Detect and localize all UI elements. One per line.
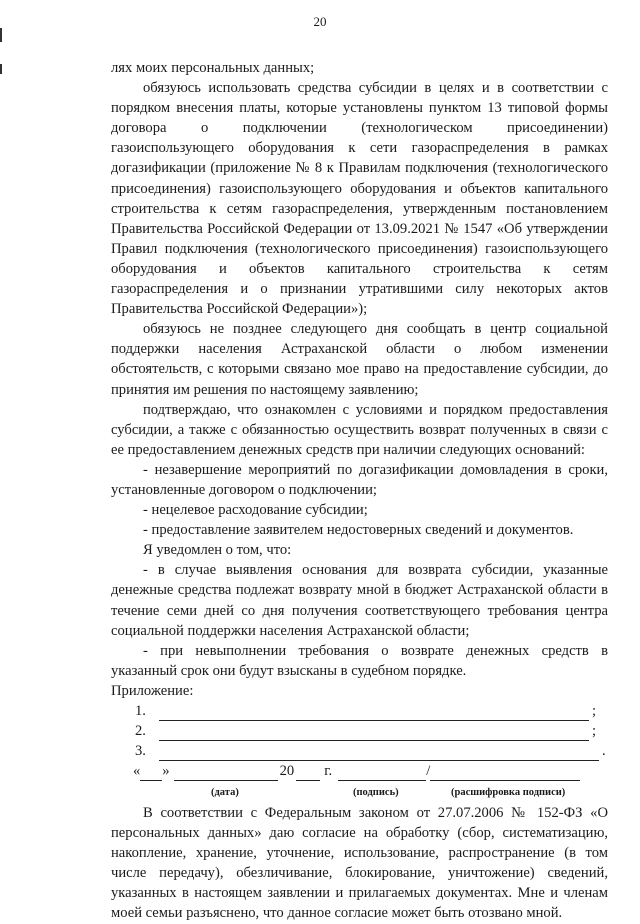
appendix-number: 2. [135, 722, 146, 739]
caption-date: (дата) [211, 787, 239, 798]
date-month-blank[interactable] [174, 765, 278, 781]
signature-decode-blank[interactable] [430, 765, 580, 781]
signature-slash: / [426, 762, 431, 779]
list-item-false-info: - предоставление заявителем недостоверных сведений и документов. [143, 522, 574, 539]
paragraph-acknowledgement: подтверждаю, что ознакомлен с условиями и порядком предоставления субсидии, а также с обязанностью осуществить возврат полученных в связи с ее предоставлением денежных средств при наличии следующих оснований: [111, 401, 608, 458]
appendix-blank-field[interactable] [159, 705, 589, 721]
appendix-line-1[interactable] [135, 701, 608, 721]
paragraph-obligation-use-funds: обязуюсь использовать средства субсидии в целях и в соответствии с порядком внесения платы, которые установлены пунктом 13 типовой формы договора о подключении (технологическом присоединении) газоиспользующего оборудования к сети газораспределения в рамках догазификации (приложение № 8 к Правилам подключения (технологического присоединения) газоиспользующего оборудования и объектов капитального строительства к сетям газораспределения, утвержденным постановлением Правительства Российской Федерации от 13.09.2021 № 1547 «Об утверждении Правил подключения (технологического присоединения) газоиспользующего оборудования и объектов капитального строительства к сетям газораспределения и о признании утратившими силу некоторых актов Правительства Российской Федерации»); [111, 80, 608, 318]
scan-edge-mark-middle [0, 64, 2, 74]
paragraph-obligation-notify: обязуюсь не позднее следующего дня сообщать в центр социальной поддержки населения Астраханской области о любом изменении обстоятельств, с которыми связано мое право на предоставление субсидии, до принятия им решения по настоящему заявлению; [111, 321, 608, 398]
signature-row [133, 761, 608, 781]
document-body [111, 58, 608, 924]
paragraph-personal-data-consent: В соответствии с Федеральным законом от 27.07.2006 № 152-ФЗ «О персональных данных» даю согласие на обработку (сбор, систематизацию, накопление, хранение, уточнение, использование, распространение (в том числе передачу), обезличивание, блокирование, уничтожение) сведений, указанных в настоящем заявлении и прилагаемых документах. Мне и членам моей семьи разъяснено, что данное согласие может быть отозвано мной. [111, 805, 608, 922]
caption-signature: (подпись) [353, 787, 399, 798]
list-item-incomplete-works: - незавершение мероприятий по догазификации домовладения в сроки, установленные договором о подключении; [111, 461, 608, 498]
paragraph-notified: Я уведомлен о том, что: [143, 542, 292, 559]
page-number: 20 [313, 14, 327, 29]
date-year-prefix: 20 [279, 762, 295, 779]
date-year-blank[interactable] [296, 765, 320, 781]
paragraph-continuation: лях моих персональных данных; [111, 60, 315, 76]
appendix-line-2[interactable] [135, 721, 608, 741]
list-item-court-recovery: - при невыполнении требования о возврате денежных средств в указанный срок они будут взысканы в судебном порядке. [111, 642, 608, 679]
date-year-suffix: г. [324, 762, 333, 779]
date-quote-close: » [162, 762, 170, 779]
appendix-number: 1. [135, 702, 146, 719]
signature-captions [111, 781, 608, 803]
date-day-blank[interactable] [140, 765, 162, 781]
appendix-blank-field[interactable] [159, 725, 589, 741]
appendix-blank-field[interactable] [159, 745, 599, 761]
appendix-line-end: ; [592, 702, 597, 719]
appendix-title: Приложение: [111, 682, 194, 699]
date-quote-open: « [133, 762, 141, 779]
list-item-return-obligation: - в случае выявления основания для возврата субсидии, указанные денежные средства подлежат возврату мной в бюджет Астраханской области в течение семи дней со дня получения соответствующего требования центра социальной поддержки населения Астраханской области; [111, 562, 608, 639]
appendix-line-3[interactable] [135, 741, 608, 761]
list-item-misuse: - нецелевое расходование субсидии; [143, 502, 368, 519]
appendix-number: 3. [135, 742, 146, 759]
appendix-line-end: ; [592, 722, 597, 739]
signature-blank[interactable] [338, 765, 426, 781]
appendix-line-end: . [602, 742, 606, 759]
scan-edge-mark-top [0, 28, 2, 42]
caption-signature-decode: (расшифровка подписи) [451, 787, 566, 798]
